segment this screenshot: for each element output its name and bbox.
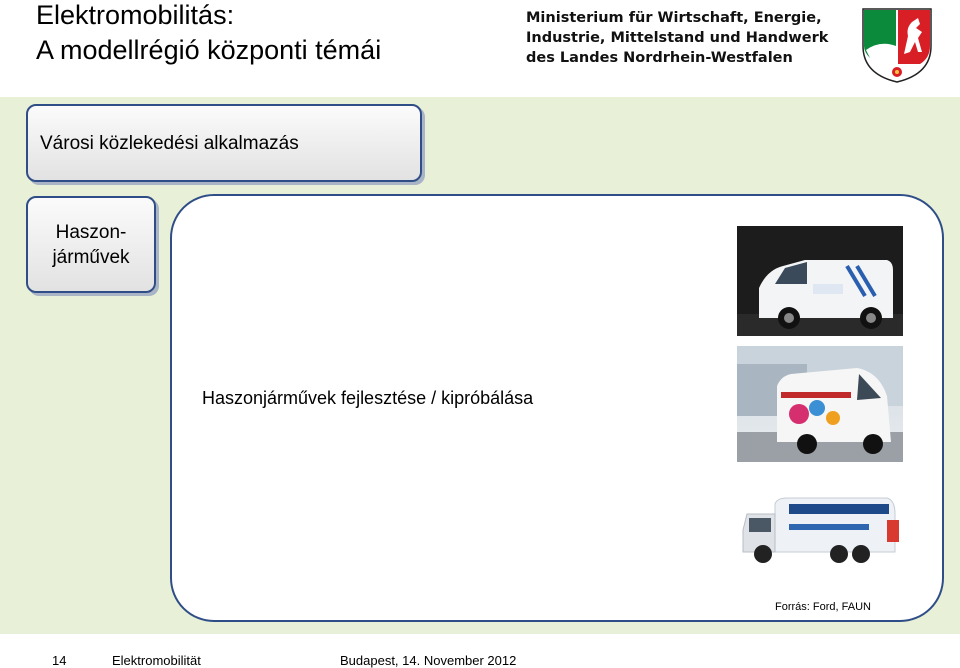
slide-title-line2: A modellrégió központi témái (36, 35, 382, 65)
footer (0, 634, 960, 668)
slide-title-line1: Elektromobilitás: (36, 0, 235, 30)
footer-date: Budapest, 14. November 2012 (340, 653, 517, 668)
category-label: Városi közlekedési alkalmazás (40, 133, 299, 154)
nrw-crest-icon (860, 6, 934, 84)
footer-title: Elektromobilität (112, 653, 201, 668)
header (0, 0, 960, 97)
ministry-line-1: Ministerium für Wirtschaft, Energie, (526, 10, 822, 26)
subcategory-line-2: járművek (52, 247, 130, 268)
subcategory-box (26, 196, 156, 293)
ministry-line-2: Industrie, Mittelstand und Handwerk (526, 30, 829, 46)
faun-refuse-truck-photo (737, 474, 903, 582)
ministry-line-3: des Landes Nordrhein-Westfalen (526, 50, 793, 66)
page-number: 14 (52, 653, 67, 668)
ministry-name (526, 8, 828, 68)
source-citation: Forrás: Ford, FAUN (775, 601, 871, 613)
ford-transit-connect-photo (737, 226, 903, 336)
subcategory-label (28, 220, 154, 270)
ford-transit-van-photo (737, 346, 903, 462)
main-text: Haszonjárművek fejlesztése / kipróbálása (202, 388, 534, 408)
subcategory-line-1: Haszon- (55, 222, 127, 243)
category-box (26, 104, 422, 182)
